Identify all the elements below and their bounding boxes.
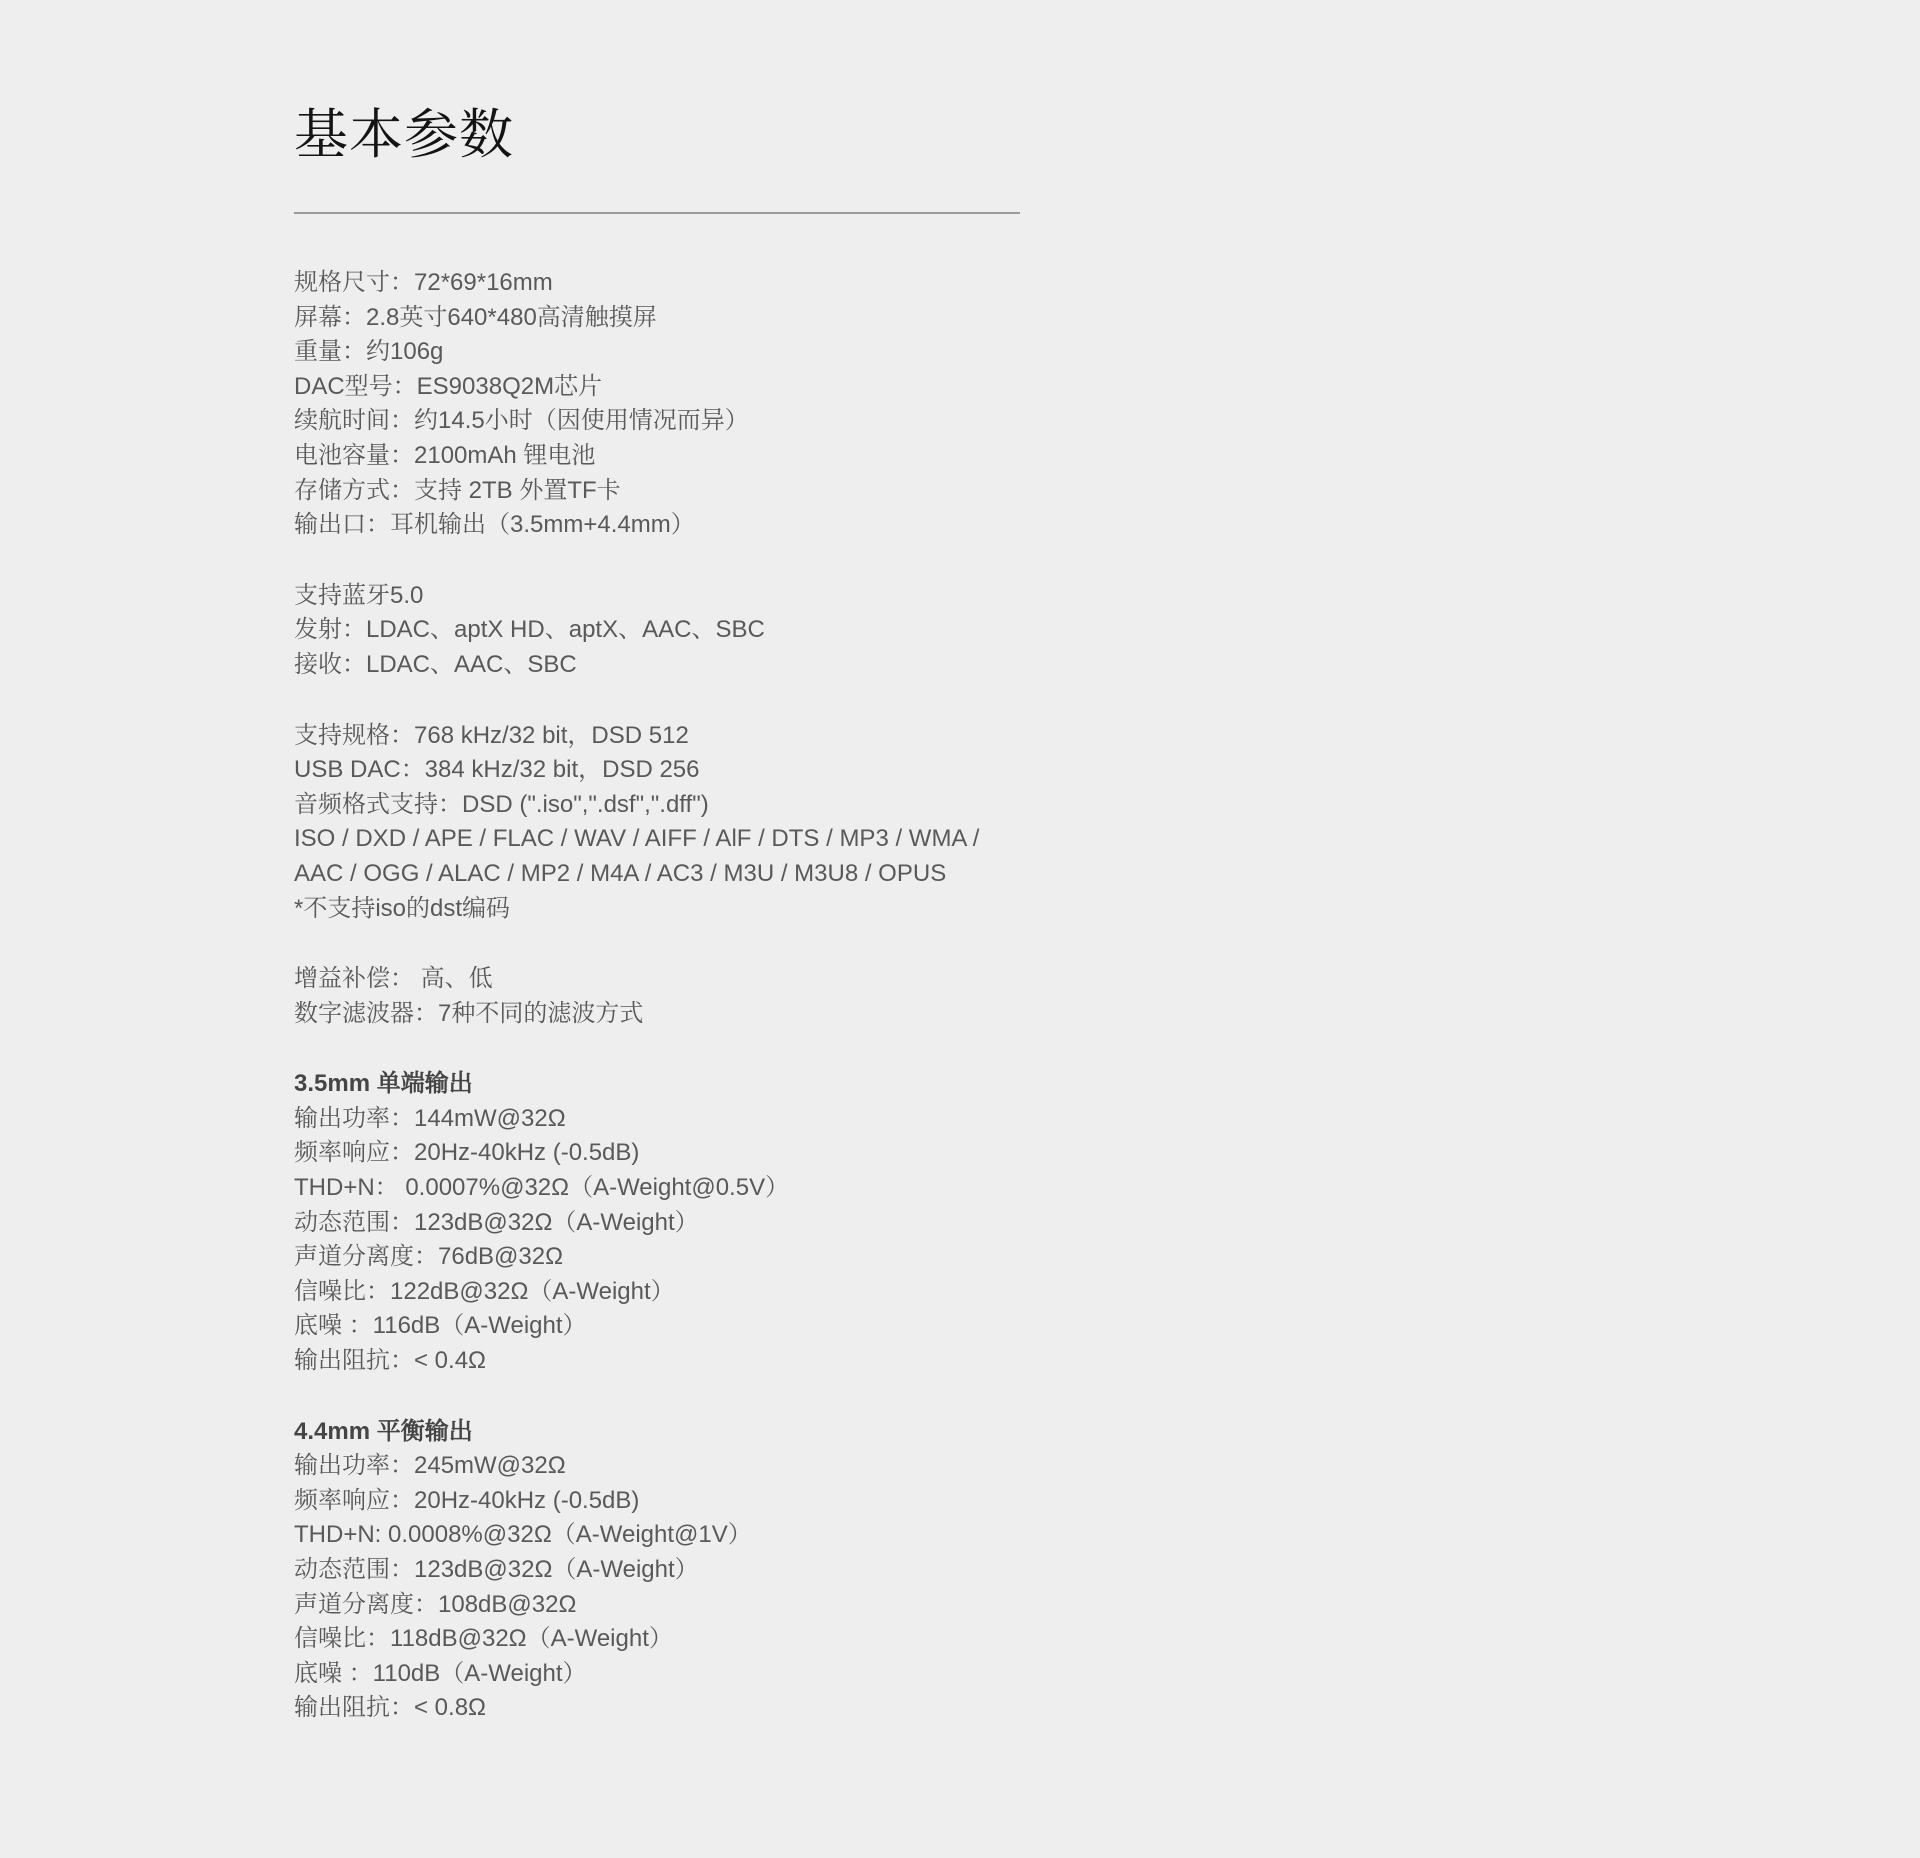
- spec-line-44-noise-floor: 底噪 ：110dB（A-Weight）: [294, 1659, 587, 1687]
- spec-line-format-list: ISO / DXD / APE / FLAC / WAV / AIFF / AlF / DTS / MP3 / WMA / AAC / OGG / ALAC / MP2 / M4A / AC3 / M3U / M3U8 / OPUS: [294, 825, 980, 887]
- spec-line-dsd-formats: 音频格式支持：DSD (".iso",".dsf",".dff"): [294, 790, 709, 818]
- spec-line-35-noise-floor: 底噪 ：116dB（A-Weight）: [294, 1312, 587, 1340]
- spec-line-44-thd-n: THD+N: 0.0008%@32Ω（A-Weight@1V）: [294, 1521, 752, 1549]
- spec-line-35-channel-separation: 声道分离度：76dB@32Ω: [294, 1243, 564, 1271]
- spec-block-formats: [294, 719, 1020, 927]
- spec-line-44-snr: 信噪比：118dB@32Ω（A-Weight）: [294, 1625, 673, 1653]
- spec-line-35-output-power: 输出功率：144mW@32Ω: [294, 1104, 566, 1132]
- spec-block-basic: [294, 266, 1020, 543]
- spec-heading-35mm: 3.5mm 单端输出: [294, 1070, 473, 1098]
- spec-line-screen: 屏幕：2.8英寸640*480高清触摸屏: [294, 303, 657, 331]
- spec-line-44-frequency-response: 频率响应：20Hz-40kHz (-0.5dB): [294, 1486, 640, 1514]
- spec-line-bluetooth-version: 支持蓝牙5.0: [294, 581, 424, 609]
- spec-line-35-thd-n: THD+N： 0.0007%@32Ω（A-Weight@0.5V）: [294, 1174, 790, 1202]
- spec-line-storage: 存储方式：支持 2TB 外置TF卡: [294, 476, 621, 504]
- spec-line-bluetooth-transmit: 发射：LDAC、aptX HD、aptX、AAC、SBC: [294, 616, 765, 644]
- spec-line-44-channel-separation: 声道分离度：108dB@32Ω: [294, 1590, 577, 1618]
- spec-blocks: [294, 266, 1020, 1726]
- spec-line-digital-filter: 数字滤波器：7种不同的滤波方式: [294, 999, 644, 1027]
- spec-line-battery-life: 续航时间：约14.5小时（因使用情况而异）: [294, 407, 749, 435]
- spec-line-battery-capacity: 电池容量：2100mAh 锂电池: [294, 441, 596, 469]
- spec-sheet: [294, 104, 1020, 1726]
- spec-line-35-frequency-response: 频率响应：20Hz-40kHz (-0.5dB): [294, 1139, 640, 1167]
- spec-line-output-port: 输出口：耳机输出（3.5mm+4.4mm）: [294, 511, 695, 539]
- spec-block-35mm-output: [294, 1067, 1020, 1378]
- title-divider: [294, 212, 1020, 214]
- spec-line-gain: 增益补偿： 高、低: [294, 965, 493, 993]
- spec-block-gain-filter: [294, 962, 1020, 1031]
- spec-block-44mm-output: [294, 1415, 1020, 1726]
- spec-line-44-output-impedance: 输出阻抗：< 0.8Ω: [294, 1694, 486, 1722]
- spec-line-iso-dst-note: *不支持iso的dst编码: [294, 894, 511, 922]
- spec-line-35-output-impedance: 输出阻抗：< 0.4Ω: [294, 1347, 486, 1375]
- spec-line-weight: 重量：约106g: [294, 338, 444, 366]
- page-title: 基本参数: [294, 105, 514, 165]
- spec-line-35-dynamic-range: 动态范围：123dB@32Ω（A-Weight）: [294, 1208, 699, 1236]
- spec-line-bluetooth-receive: 接收：LDAC、AAC、SBC: [294, 650, 577, 678]
- spec-line-dac-chip: DAC型号：ES9038Q2M芯片: [294, 372, 603, 400]
- spec-line-35-snr: 信噪比：122dB@32Ω（A-Weight）: [294, 1277, 675, 1305]
- spec-line-44-output-power: 输出功率：245mW@32Ω: [294, 1452, 566, 1480]
- spec-line-usb-dac: USB DAC：384 kHz/32 bit，DSD 256: [294, 756, 700, 784]
- spec-line-44-dynamic-range: 动态范围：123dB@32Ω（A-Weight）: [294, 1556, 699, 1583]
- spec-block-bluetooth: [294, 579, 1020, 683]
- spec-heading-44mm: 4.4mm 平衡输出: [294, 1417, 473, 1445]
- spec-line-max-spec: 支持规格：768 kHz/32 bit，DSD 512: [294, 721, 689, 749]
- spec-line-dimensions: 规格尺寸：72*69*16mm: [294, 269, 553, 296]
